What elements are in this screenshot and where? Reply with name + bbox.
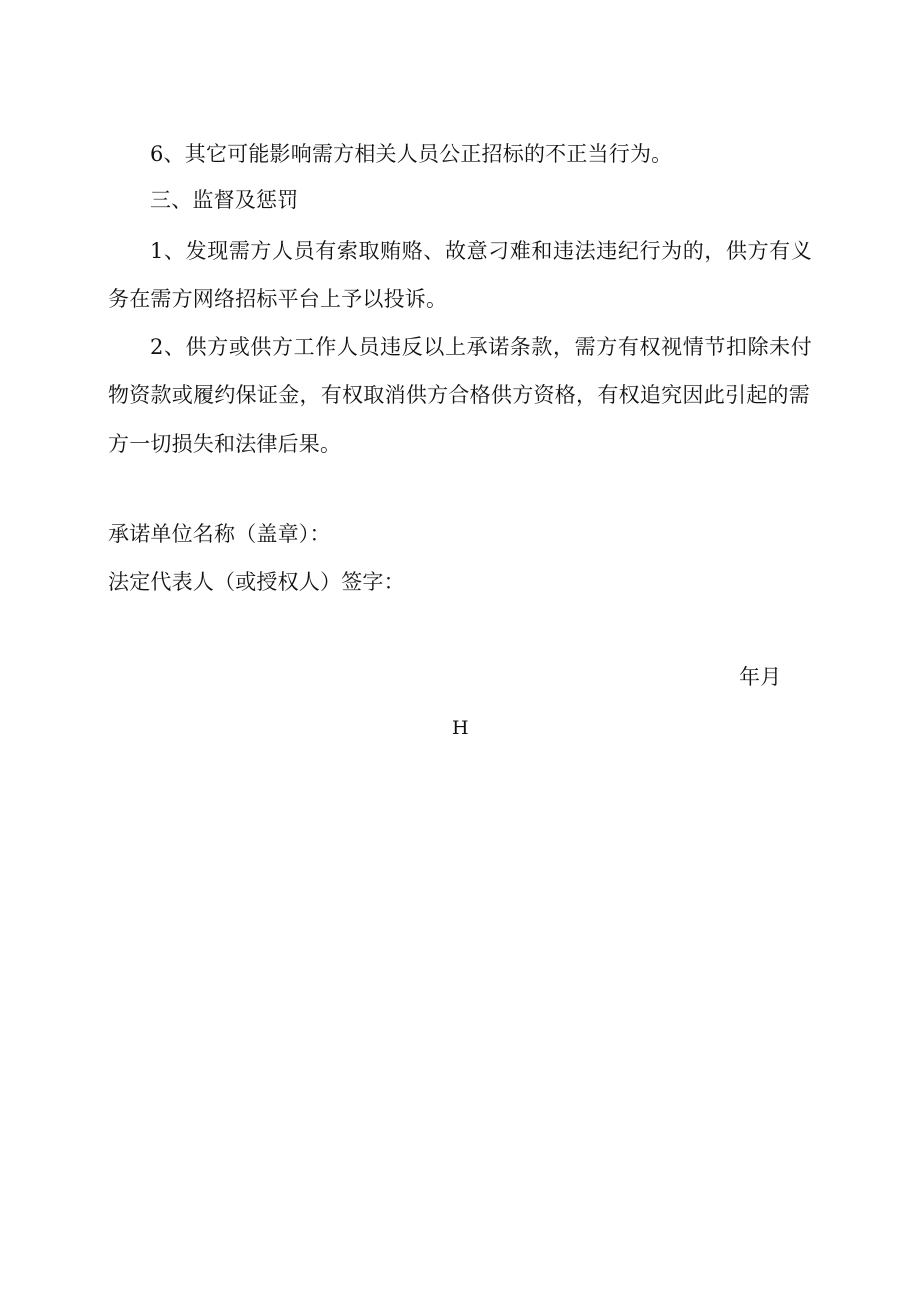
item-2-line-2: 物资款或履约保证金，有权取消供方合格供方资格，有权追究因此引起的需 [108,383,810,407]
item-2-line-1: 2、供方或供方工作人员违反以上承诺条款，需方有权视情节扣除未付 [150,335,812,359]
section-heading-supervision: 三、监督及惩罚 [150,188,299,212]
signature-representative-label: 法定代表人（或授权人）签字： [108,570,405,594]
item-1-line-2: 务在需方网络招标平台上予以投诉。 [108,287,448,311]
date-day: H [452,717,469,739]
signature-unit-label: 承诺单位名称（盖章）： [108,522,331,546]
paragraph-item-6: 6、其它可能影响需方相关人员公正招标的不正当行为。 [150,142,673,166]
item-2-line-3: 方一切损失和法律后果。 [108,432,342,456]
item-1-line-1: 1、发现需方人员有索取贿赂、故意刁难和违法违纪行为的，供方有义 [150,239,812,263]
date-year-month: 年月 [739,665,782,689]
